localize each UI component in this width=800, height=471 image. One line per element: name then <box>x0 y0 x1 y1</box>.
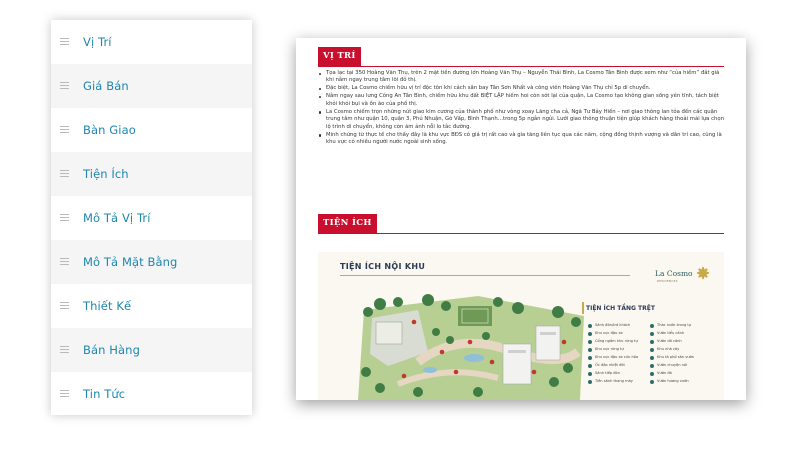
list-item: Tọa lạc tại 350 Hoàng Văn Thụ, trên 2 mặt tiền đường lớn Hoàng Văn Thụ – Nguyễn Thái Bình, La Cosmo Tân Bình được xem như “của hiếm” đắt giá khi nằm ngay trung tâm lõi đô thị. <box>318 70 724 85</box>
sidebar-item-mo-ta-vi-tri[interactable] <box>51 196 252 240</box>
list-item: La Cosmo chiếm trọn những nút giao kim cương của thành phố như vòng xoay Lăng cha cả, Ngã Tư Bảy Hiền – nơi giao thông lan tỏa đến các quận trung tâm như quận 10, quận 3, Phú Nhuận, Gò Vấp, Bình Thạnh…trong 5p ngắn ngủi. Lưới giao thông thuận tiện giúp khách hàng thoải mái lựa chọn lộ trình di chuyển, không còn ám ảnh nỗi lo tắc đường. <box>318 109 724 131</box>
legend-item: Khu vực đậu xe cứu hỏa <box>588 355 652 363</box>
amenities-heading: TIỆN ÍCH <box>318 214 377 233</box>
list-item: Minh chứng từ thực tế cho thấy đây là khu vực BĐS có giá trị rất cao và gia tăng liên tục qua các năm, cộng đồng thịnh vượng và dân trí cao, cũng là khu vực có nhiều người nước ngoài sinh sống. <box>318 132 724 147</box>
sidebar-item-label: Vị Trí <box>83 35 112 49</box>
title-divider <box>340 275 630 276</box>
legend-item: Vườn chuyện nói <box>650 363 714 371</box>
legend-column-left <box>588 323 652 387</box>
legend-item: Vườn hương vườn <box>650 379 714 387</box>
legend-item: Sảnh tiếp đón <box>588 371 652 379</box>
site-plan-map <box>358 292 590 400</box>
location-bullet-list <box>318 70 724 147</box>
amenities-site-plan-image <box>318 252 724 400</box>
drag-handle-icon[interactable] <box>60 126 69 134</box>
sidebar-item-label: Tin Tức <box>83 387 126 401</box>
amenities-image-title: TIỆN ÍCH NỘI KHU <box>340 262 426 271</box>
legend-item: Khu nhà cây <box>650 347 714 355</box>
legend-accent-bar <box>582 302 584 314</box>
location-section-header <box>318 47 724 67</box>
legend-item: Tiền sảnh thang máy <box>588 379 652 387</box>
legend-title: TIỆN ÍCH TẦNG TRỆT <box>586 305 655 312</box>
sidebar-item-label: Giá Bán <box>83 79 129 93</box>
drag-handle-icon[interactable] <box>60 38 69 46</box>
legend-item: Khu tả phố sân vườn <box>650 355 714 363</box>
location-heading: VỊ TRÍ <box>318 47 361 66</box>
lotus-icon <box>696 266 710 280</box>
sidebar-item-label: Thiết Kế <box>83 299 132 313</box>
sidebar-item-label: Tiện Ích <box>83 167 129 181</box>
sidebar-item-label: Mô Tả Vị Trí <box>83 211 151 225</box>
drag-handle-icon[interactable] <box>60 170 69 178</box>
legend-item: Vườn đá <box>650 371 714 379</box>
sidebar-item-label: Bán Hàng <box>83 343 140 357</box>
sidebar-item-gia-ban[interactable] <box>51 64 252 108</box>
legend-item: Thác nước trong tự <box>650 323 714 331</box>
drag-handle-icon[interactable] <box>60 390 69 398</box>
la-cosmo-logo: La Cosmo RESIDENCES <box>655 266 711 286</box>
legend-item: Ốc đảo nhiệt đới <box>588 363 652 371</box>
legend-item: Vườn dã cảnh <box>650 339 714 347</box>
sidebar-item-tien-ich[interactable] <box>51 152 252 196</box>
sidebar-item-label: Mô Tả Mặt Bằng <box>83 255 178 269</box>
list-item: Đặc biệt, La Cosmo chiếm hữu vị trí độc tôn khi cách sân bay Tân Sơn Nhất và công viên Hoàng Văn Thụ chỉ 5p di chuyển. <box>318 85 724 92</box>
legend-column-right <box>650 323 714 387</box>
drag-handle-icon[interactable] <box>60 346 69 354</box>
sidebar-item-ban-hang[interactable] <box>51 328 252 372</box>
sidebar-item-thiet-ke[interactable] <box>51 284 252 328</box>
drag-handle-icon[interactable] <box>60 258 69 266</box>
sidebar-item-vi-tri[interactable] <box>51 20 252 64</box>
list-item: Nằm ngay sau lưng Công An Tân Bình, chiếm hữu khu đất BIỆT LẬP hiếm hoi còn sót lại của quận, La Cosmo tạo không gian sống yên tĩnh, tách biệt khỏi khói bụi và ồn ào của phố thị. <box>318 93 724 108</box>
sidebar-item-tin-tuc[interactable] <box>51 372 252 415</box>
drag-handle-icon[interactable] <box>60 302 69 310</box>
amenities-section-header <box>318 214 724 234</box>
drag-handle-icon[interactable] <box>60 82 69 90</box>
sidebar-item-ban-giao[interactable] <box>51 108 252 152</box>
legend-item: Vườn tiểu cảnh <box>650 331 714 339</box>
legend-item: Sảnh đón/trả khách <box>588 323 652 331</box>
document-preview <box>296 38 746 400</box>
sidebar-item-mo-ta-mat-bang[interactable] <box>51 240 252 284</box>
legend-item: Khu vực đậu xe <box>588 331 652 339</box>
legend-item: Khu vực rừng tự <box>588 347 652 355</box>
legend-item: Cổng ngắm khu rừng tự <box>588 339 652 347</box>
sidebar-menu <box>51 20 252 415</box>
sidebar-item-label: Bàn Giao <box>83 123 136 137</box>
drag-handle-icon[interactable] <box>60 214 69 222</box>
